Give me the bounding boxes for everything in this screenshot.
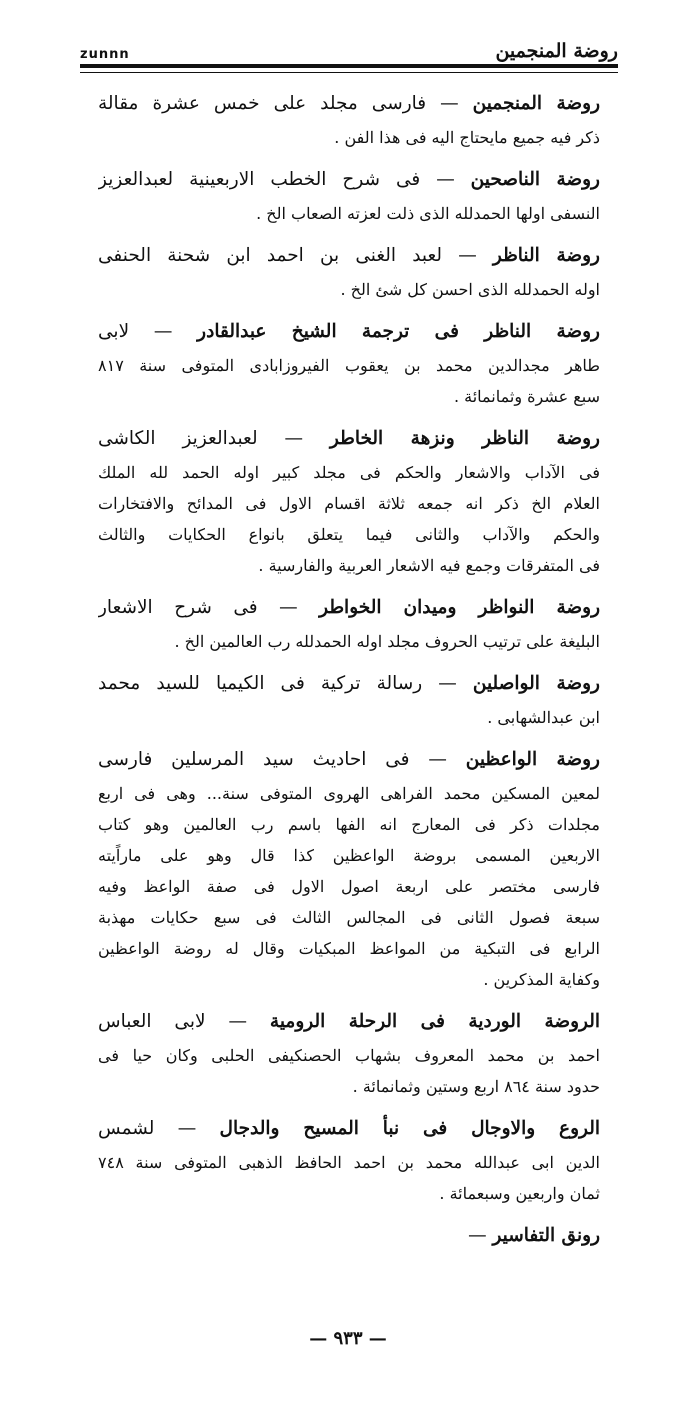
entry-text-line: البليغة على ترتيب الحروف مجلد اوله الحمدلله رب العالمين الخ . (174, 632, 600, 651)
entry (98, 314, 600, 412)
entry-heading (98, 1004, 600, 1040)
entry (98, 590, 600, 657)
entry-title: روضة النواظر وميدان الخواطر (319, 597, 600, 618)
entry-title: روضة الناظر ونزهة الخاطر (329, 428, 600, 449)
entry-text-line: النسفى اولها الحمدلله الذى ذلت لعزته الصعاب الخ . (256, 204, 600, 223)
entry-text-line: مجلدات ذكر فى المعارج انه الفها باسم رب العالمين وهو كتاب (98, 815, 600, 834)
entry-heading-text: — فى شرح الاشعار (98, 597, 320, 618)
entry-heading (98, 1111, 600, 1147)
entry-text-line: فارسى مختصر على اربعة اصول الاول فى صفة الواعظ وفيه (98, 877, 600, 896)
entry-title: الروع والاوجال فى نبأ المسيح والدجال (219, 1118, 600, 1139)
entry-heading (98, 1218, 600, 1254)
entry (98, 1218, 600, 1254)
entry (98, 238, 600, 305)
entry-heading-text: — لابى (98, 321, 198, 342)
entry (98, 666, 600, 733)
entry-text-line: فى المتفرقات وجمع فيه الاشعار العربية والفارسية . (258, 556, 600, 575)
entry-heading (98, 238, 600, 274)
entry (98, 162, 600, 229)
entry-heading (98, 666, 600, 702)
entry-text-line: فى الآداب والاشعار والحكم فى مجلد كبير اوله الحمد لله الملك (98, 463, 600, 482)
entry-text-line: ثمان واربعين وسبعمائة . (439, 1184, 600, 1203)
header-rule-thick (80, 64, 618, 68)
entry-text-line: الاربعين المسمى بروضة الواعظين كذا قال وهو على ماراًيته (98, 846, 600, 865)
entry-heading-text: — رسالة تركية فى الكيميا للسيد محمد (98, 673, 473, 694)
entry-text-line: احمد بن محمد المعروف بشهاب الحصنكيفى الحلبى وكان حيا فى (98, 1046, 600, 1065)
header-left-text: zunnn (80, 47, 130, 62)
entry-heading-text: — لعبدالعزيز الكاشى (98, 428, 330, 449)
entry-heading-text: — (468, 1225, 493, 1246)
entry-heading-text: — فى شرح الخطب الاربعينية لعبدالعزيز (98, 169, 471, 190)
header-rule-thin (80, 72, 618, 73)
entry-text-line: ابن عبدالشهابى . (487, 708, 600, 727)
entry-text-line: سبعة فصول الثانى فى المجالس الثالث فى سبع حكايات مهذبة (98, 908, 600, 927)
entry (98, 1111, 600, 1209)
entries-body (98, 86, 600, 1263)
entry-heading (98, 421, 600, 457)
entry (98, 86, 600, 153)
entry (98, 742, 600, 995)
entry-title: روضة المنجمين (472, 93, 600, 114)
entry-text-line: سبع عشرة وثمانمائة . (453, 387, 600, 406)
entry-heading (98, 86, 600, 122)
entry-text-line: العلام الخ ذكر انه جمعه ثلاثة اقسام الاول فى المدائح والافتخارات (98, 494, 600, 513)
entry-title: روضة الناصحين (470, 169, 600, 190)
entry (98, 1004, 600, 1102)
entry-heading (98, 742, 600, 778)
entry (98, 421, 600, 581)
entry-heading-text: — لابى العباس (98, 1011, 270, 1032)
entry-title: روضة الناظر فى ترجمة الشيخ عبدالقادر (197, 321, 600, 342)
entry-title: روضة الواعظين (465, 749, 600, 770)
entry-title: روضة الواصلين (472, 673, 600, 694)
entry-heading (98, 590, 600, 626)
entry-text-line: لمعين المسكين محمد الفراهى الهروى المتوفى سنة... وهى فى اربع (98, 784, 600, 803)
entry-heading (98, 162, 600, 198)
page-number: — ٩٣٣ — (309, 1328, 387, 1349)
entry-text-line: والحكم والآداب والثانى فيما يتعلق بانواع الحكايات والثالث (98, 525, 600, 544)
entry-heading-text: — لعبد الغنى بن احمد ابن شحنة الحنفى (98, 245, 493, 266)
entry-text-line: طاهر مجدالدين محمد بن يعقوب الفيروزابادى المتوفى سنة ٨١٧ (98, 356, 600, 375)
entry-text-line: الرابع فى التبكية من المواعظ المبكيات وقال له روضة الواعظين (98, 939, 600, 958)
entry-text-line: الدين ابى عبدالله محمد بن احمد الحافظ الذهبى المتوفى سنة ٧٤٨ (98, 1153, 600, 1172)
entry-text-line: وكفاية المذكرين . (483, 970, 600, 989)
entry-title: روضة الناظر (492, 245, 600, 266)
entry-text-line: حدود سنة ٨٦٤ اربع وستين وثمانمائة . (352, 1077, 600, 1096)
entry-title: رونق التفاسير (492, 1225, 600, 1246)
entry-title: الروضة الوردية فى الرحلة الرومية (269, 1011, 600, 1032)
page-header (80, 28, 618, 62)
entry-heading-text: — لشمس (98, 1118, 220, 1139)
entry-heading (98, 314, 600, 350)
entry-text-line: اوله الحمدلله الذى احسن كل شئ الخ . (340, 280, 600, 299)
entry-heading-text: — فى احاديث سيد المرسلين فارسى (98, 749, 466, 770)
entry-heading-text: — فارسى مجلد على خمس عشرة مقالة (98, 93, 473, 114)
entry-text-line: ذكر فيه جميع مايحتاج اليه فى هذا الفن . (334, 128, 600, 147)
running-title: روضة المنجمين (495, 40, 618, 62)
